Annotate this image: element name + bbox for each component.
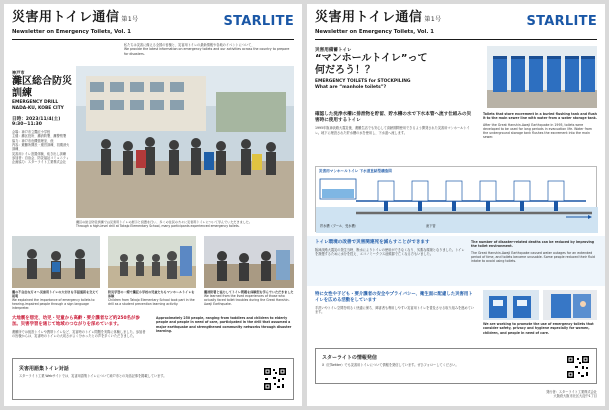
event-name-en-1: EMERGENCY DRILL (12, 100, 59, 105)
right-bottom-box (315, 348, 597, 384)
toilet-env-section (315, 240, 465, 257)
right-subtitle: Newsletter on Emergency Toilets, Vol. 1 (315, 29, 434, 35)
toilet-env-section-en (471, 240, 597, 263)
lower-article-jp (12, 316, 148, 339)
right-header (315, 10, 597, 40)
children-drill-photo (108, 236, 196, 288)
manhole-section (315, 47, 485, 91)
lower-body-en: Approximately 250 people, ranging from toddlers and children to elderly people and people in need of care, participated in the drill that assumed a major earthquake and strengthened community networks through disaster learning. (156, 316, 292, 333)
left-header (12, 10, 294, 40)
sign-language-photo (12, 236, 100, 288)
event-details (12, 130, 72, 164)
right-box-text: X（旧Twitter）でも災害用トイレについて情報を発信しています。ぜひフォローしてください。 (322, 363, 459, 367)
left-title: 災害用トイレ通信 第1号 (12, 10, 139, 25)
starlite-logo: STARLITE (223, 14, 294, 29)
toilet-env-body-en: The Great Hanshin-Awaji Earthquake caused water outages for an extended period of time, and toilets became unusable. Some people reduced their fluid intake to avoid using toilets. (471, 250, 595, 264)
event-detail-line: 参加者：自治会、防災福祉コミュニティ (12, 155, 70, 160)
toilet-interior-photo (483, 290, 539, 320)
event-detail-line: 内容：避難所開設・運営訓練、初期消火訓練、 (12, 143, 70, 152)
event-date: 日時：2023/11/4(土) (12, 117, 61, 123)
small-caption-2: 防災学習の一環で鷹匠小学校の児童たちもマンホールトイレを体験 Children from Takajo Elementary School took part in the drill as a student prevention learning activity. (108, 290, 195, 307)
fire-dept-photo (204, 236, 294, 288)
lead-jp: 確認した洗浄水槽に排泄物を貯留、貯水槽の水で下水本管へ流す仕組みの災害時に使用するトイレ (315, 112, 472, 124)
toilet-env-body-jp: 阪神淡路大震災の発生当時、断水によりトイレの使用ができなくなり、劣悪な環境となりました。トイレを我慢するために水分を控え、エコノミークラス症候群で亡くなる方もいました。 (315, 248, 465, 257)
toilet-env-heading: トイレ環境の改善で災害関連死を減らすことができます (315, 240, 430, 245)
toilet-booth-photo (543, 290, 597, 320)
event-info (12, 70, 72, 165)
small-caption-3: 灘消防署と協力してトイレ問題を体験型を学んでいただきました We learned from the lived experiences of those who actually faced toilet troubles during the Great Hanshin-Awaji Earthquake. (204, 290, 294, 307)
event-name-en-2: NADA-KU, KOBE CITY (12, 105, 64, 111)
left-box-title: 災害用語集トイレ対話 (19, 366, 69, 372)
event-name-2: 訓練 (12, 88, 32, 99)
safety-body-jp: 手洗いやトイレ空間を明るく快適に保ち、障害者も利用しやすい災害用トイレを普及させる取り組みを進めています。 (315, 305, 474, 314)
lead-en: Toilets that store excrement in a buried flushing tank and flush it to the main sewer line with water from a water storage tank. (483, 112, 597, 121)
headline-1: “マンホールトイレ”って (315, 53, 428, 64)
left-bottom-box (12, 358, 294, 400)
headline-2: 何だろう！？ (315, 65, 375, 76)
publisher-footer (546, 390, 597, 399)
section-label: 災害用備蓄トイレ (315, 48, 352, 53)
left-subtitle: Newsletter on Emergency Toilets, Vol. 1 (12, 29, 131, 35)
right-title: 災害用トイレ通信 第1号 (315, 10, 442, 25)
event-detail-line: 会場：神戸市立鷹匠小学校 (12, 130, 51, 135)
qr-code-icon[interactable] (566, 355, 590, 379)
right-box-title: スターライトの情報発信 (322, 355, 377, 361)
footer-line-1: 発行者：スターライト工業株式会社 (546, 390, 597, 394)
safety-section (315, 292, 475, 314)
manhole-diagram (315, 166, 597, 232)
right-page (307, 4, 605, 406)
event-detail-line: 災害用トイレ設置体験、炊き出し訓練 (12, 151, 67, 156)
event-detail-line: 協力：神戸市危機管理室、他 (12, 138, 54, 143)
main-event-photo (76, 66, 294, 218)
manhole-toilets-photo (487, 46, 597, 108)
lower-heading: 大地震を想定、幼児・児童から高齢・要介護者など約250名が参加。災害学習を通じて地域のつながりを深めています。 (12, 316, 140, 327)
event-time: 9:30~11:30 (12, 122, 42, 128)
main-photo-caption: 灘区の総合防災訓練では災害用トイレの展示と設置を行い、多くの住民の方々に災害用トイレについて学んでいただきました。 Through a high-level drill at Takajo Elementary School, many participants experienced emergency toilets. (76, 220, 252, 229)
body-en: After the Great Hanshin-Awaji Earthquake in 1995, toilets were developed to be used for long periods in evacuation life. Water from the underground storage tank flushes the excrement into the main sewer. (483, 122, 592, 140)
diagram-title: 災害用マンホールトイレ 下水道直結型構造図 (319, 169, 392, 173)
starlite-logo: STARLITE (526, 14, 597, 29)
toilet-env-heading-en: The number of disaster-related deaths can be reduced by improving the toilet environment. (471, 240, 595, 249)
left-intro: 私たちは災害に備える全国の皆様と、災害用トイレの最新情報や各地のイベントについて、 We provide the latest information on emergency toilets and our activities across the country to prepare for disasters. (124, 43, 290, 56)
headline-en-1: EMERGENCY TOILETS for STOCKPILING (315, 79, 411, 84)
headline-en-2: What are “manhole toilets”? (315, 84, 387, 90)
left-page (4, 4, 302, 406)
lead-text-en (483, 112, 597, 140)
lower-article-en (156, 316, 294, 333)
safety-heading: 特に女性や子ども・要介護者の安全やプライバシー、衛生面に配慮した災害用トイレを広める活動をしています (315, 292, 473, 303)
lead-text (315, 112, 475, 135)
safety-body-en: We are working to promote the use of emergency toilets that consider safety, privacy and hygiene especially for women, children, and people in need of care. (483, 322, 594, 335)
diagram-label-pipe: 流下管 (426, 224, 436, 228)
event-name-1: 灘区総合防災 (12, 76, 72, 87)
small-caption-1: 灘の不自由な方々へ災害用トイレの大切さを手話通訳を交えて説明 We explained the importance of emergency toilets to hearing-impaired people through a sign language interpreter. (12, 290, 99, 311)
footer-line-2: 大阪府大阪市北区大淀中1丁目 (553, 394, 597, 399)
event-detail-line: 主催：灘区役所、灘消防署、灘警察署 (12, 134, 67, 139)
event-place: 神戸市 (12, 70, 25, 75)
diagram-label-tank: 貯水槽（プール、受水槽） (320, 224, 358, 228)
body-jp: 1995年阪神淡路大震災後、避難生活でも安心して高齢期間使用できるよう開発された災害用マンホールトイレ。地下に埋設された貯水槽の水を使用し、下水道へ流します。 (315, 126, 470, 135)
qr-code-icon[interactable] (263, 367, 287, 391)
lower-body-jp: 避難所では仮設トイレや携帯トイレなど、災害時のトイレ問題を実際に体験しました。参加者の皆様からは、災害時のトイレの大切さがよく分かったとの声を多くいただきました。 (12, 330, 146, 339)
left-box-text: スターライト工業 Webサイトでは、災害用語集トイレについて神戸市との対話記事を掲載しています。 (19, 374, 167, 378)
event-detail-line: 企画協力：スターライト工業株式会社 (12, 160, 67, 165)
